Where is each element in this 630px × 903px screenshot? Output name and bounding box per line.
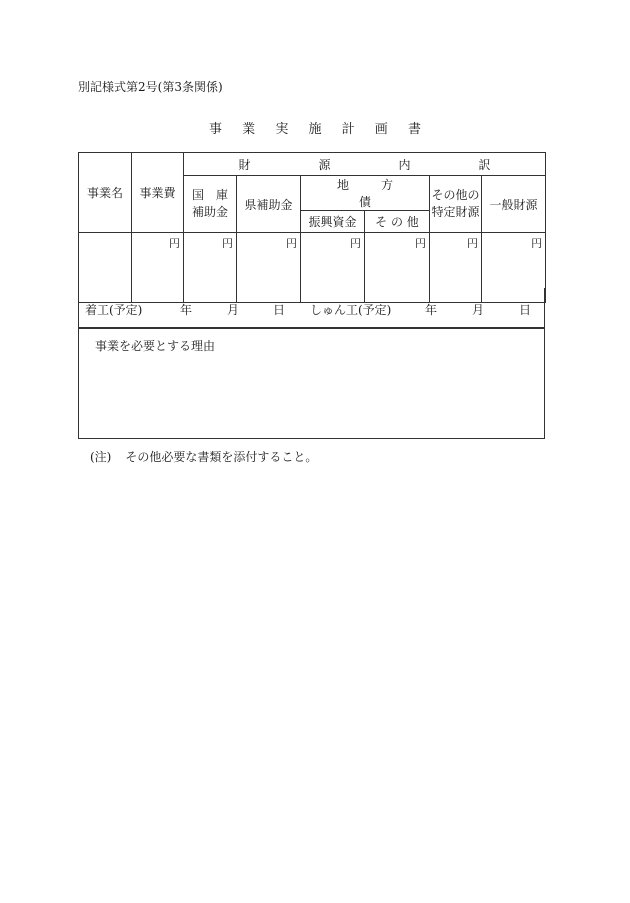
cell-kokko[interactable]: 円 <box>184 233 237 303</box>
chiho-char: 方 <box>381 178 394 192</box>
note-label: (注) <box>90 450 112 464</box>
end-label: しゅん工(予定) <box>310 303 392 317</box>
cell-ken[interactable]: 円 <box>237 233 301 303</box>
cell-shinko[interactable]: 円 <box>301 233 365 303</box>
header-ippan: 一般財源 <box>482 176 546 233</box>
title-char: 書 <box>407 122 421 137</box>
cell-sonota[interactable]: 円 <box>365 233 430 303</box>
header-ken: 県補助金 <box>237 176 301 233</box>
tokutei-line2: 特定財源 <box>431 205 480 219</box>
kokko-line1: 国 庫 <box>191 188 228 202</box>
title-char: 施 <box>308 122 322 137</box>
title-char: 実 <box>275 122 289 137</box>
form-number: 別記様式第2号(第3条関係) <box>78 80 223 94</box>
start-month-label: 月 <box>227 303 240 317</box>
zaigen-char: 財 <box>238 157 251 172</box>
cell-jigyohi[interactable]: 円 <box>132 233 184 303</box>
cell-ippan[interactable]: 円 <box>482 233 546 303</box>
zaigen-char: 内 <box>398 157 411 172</box>
header-shinko: 振興資金 <box>301 211 365 233</box>
tokutei-line1: その他の <box>431 188 480 202</box>
end-year-label: 年 <box>425 303 438 317</box>
end-month-label: 月 <box>472 303 485 317</box>
title-char: 画 <box>374 122 388 137</box>
zaigen-char: 源 <box>318 157 331 172</box>
start-year-label: 年 <box>180 303 193 317</box>
document-title <box>0 118 630 137</box>
end-day-label: 日 <box>519 303 532 317</box>
chiho-char: 地 <box>336 178 349 192</box>
header-zaigen-uchiwake <box>184 153 546 176</box>
header-jigyohi: 事業費 <box>132 153 184 233</box>
title-char: 事 <box>209 122 223 137</box>
kokko-line2: 補助金 <box>191 205 228 219</box>
note <box>90 448 317 465</box>
title-char: 計 <box>341 122 355 137</box>
chiho-char: 債 <box>358 195 371 209</box>
reason-box[interactable] <box>78 328 545 439</box>
schedule-row[interactable] <box>78 288 545 328</box>
note-text: その他必要な書類を添付すること。 <box>125 450 318 464</box>
header-tokutei <box>430 176 482 233</box>
header-chiho <box>301 176 430 211</box>
header-sonota: そ の 他 <box>365 211 430 233</box>
header-kokko <box>184 176 237 233</box>
start-day-label: 日 <box>273 303 286 317</box>
zaigen-char: 訳 <box>478 157 491 172</box>
start-label: 着工(予定) <box>85 303 143 317</box>
header-jigyomei: 事業名 <box>79 153 132 233</box>
cell-tokutei[interactable]: 円 <box>430 233 482 303</box>
title-char: 業 <box>242 122 256 137</box>
finance-table <box>78 152 546 303</box>
reason-label: 事業を必要とする理由 <box>95 339 216 353</box>
